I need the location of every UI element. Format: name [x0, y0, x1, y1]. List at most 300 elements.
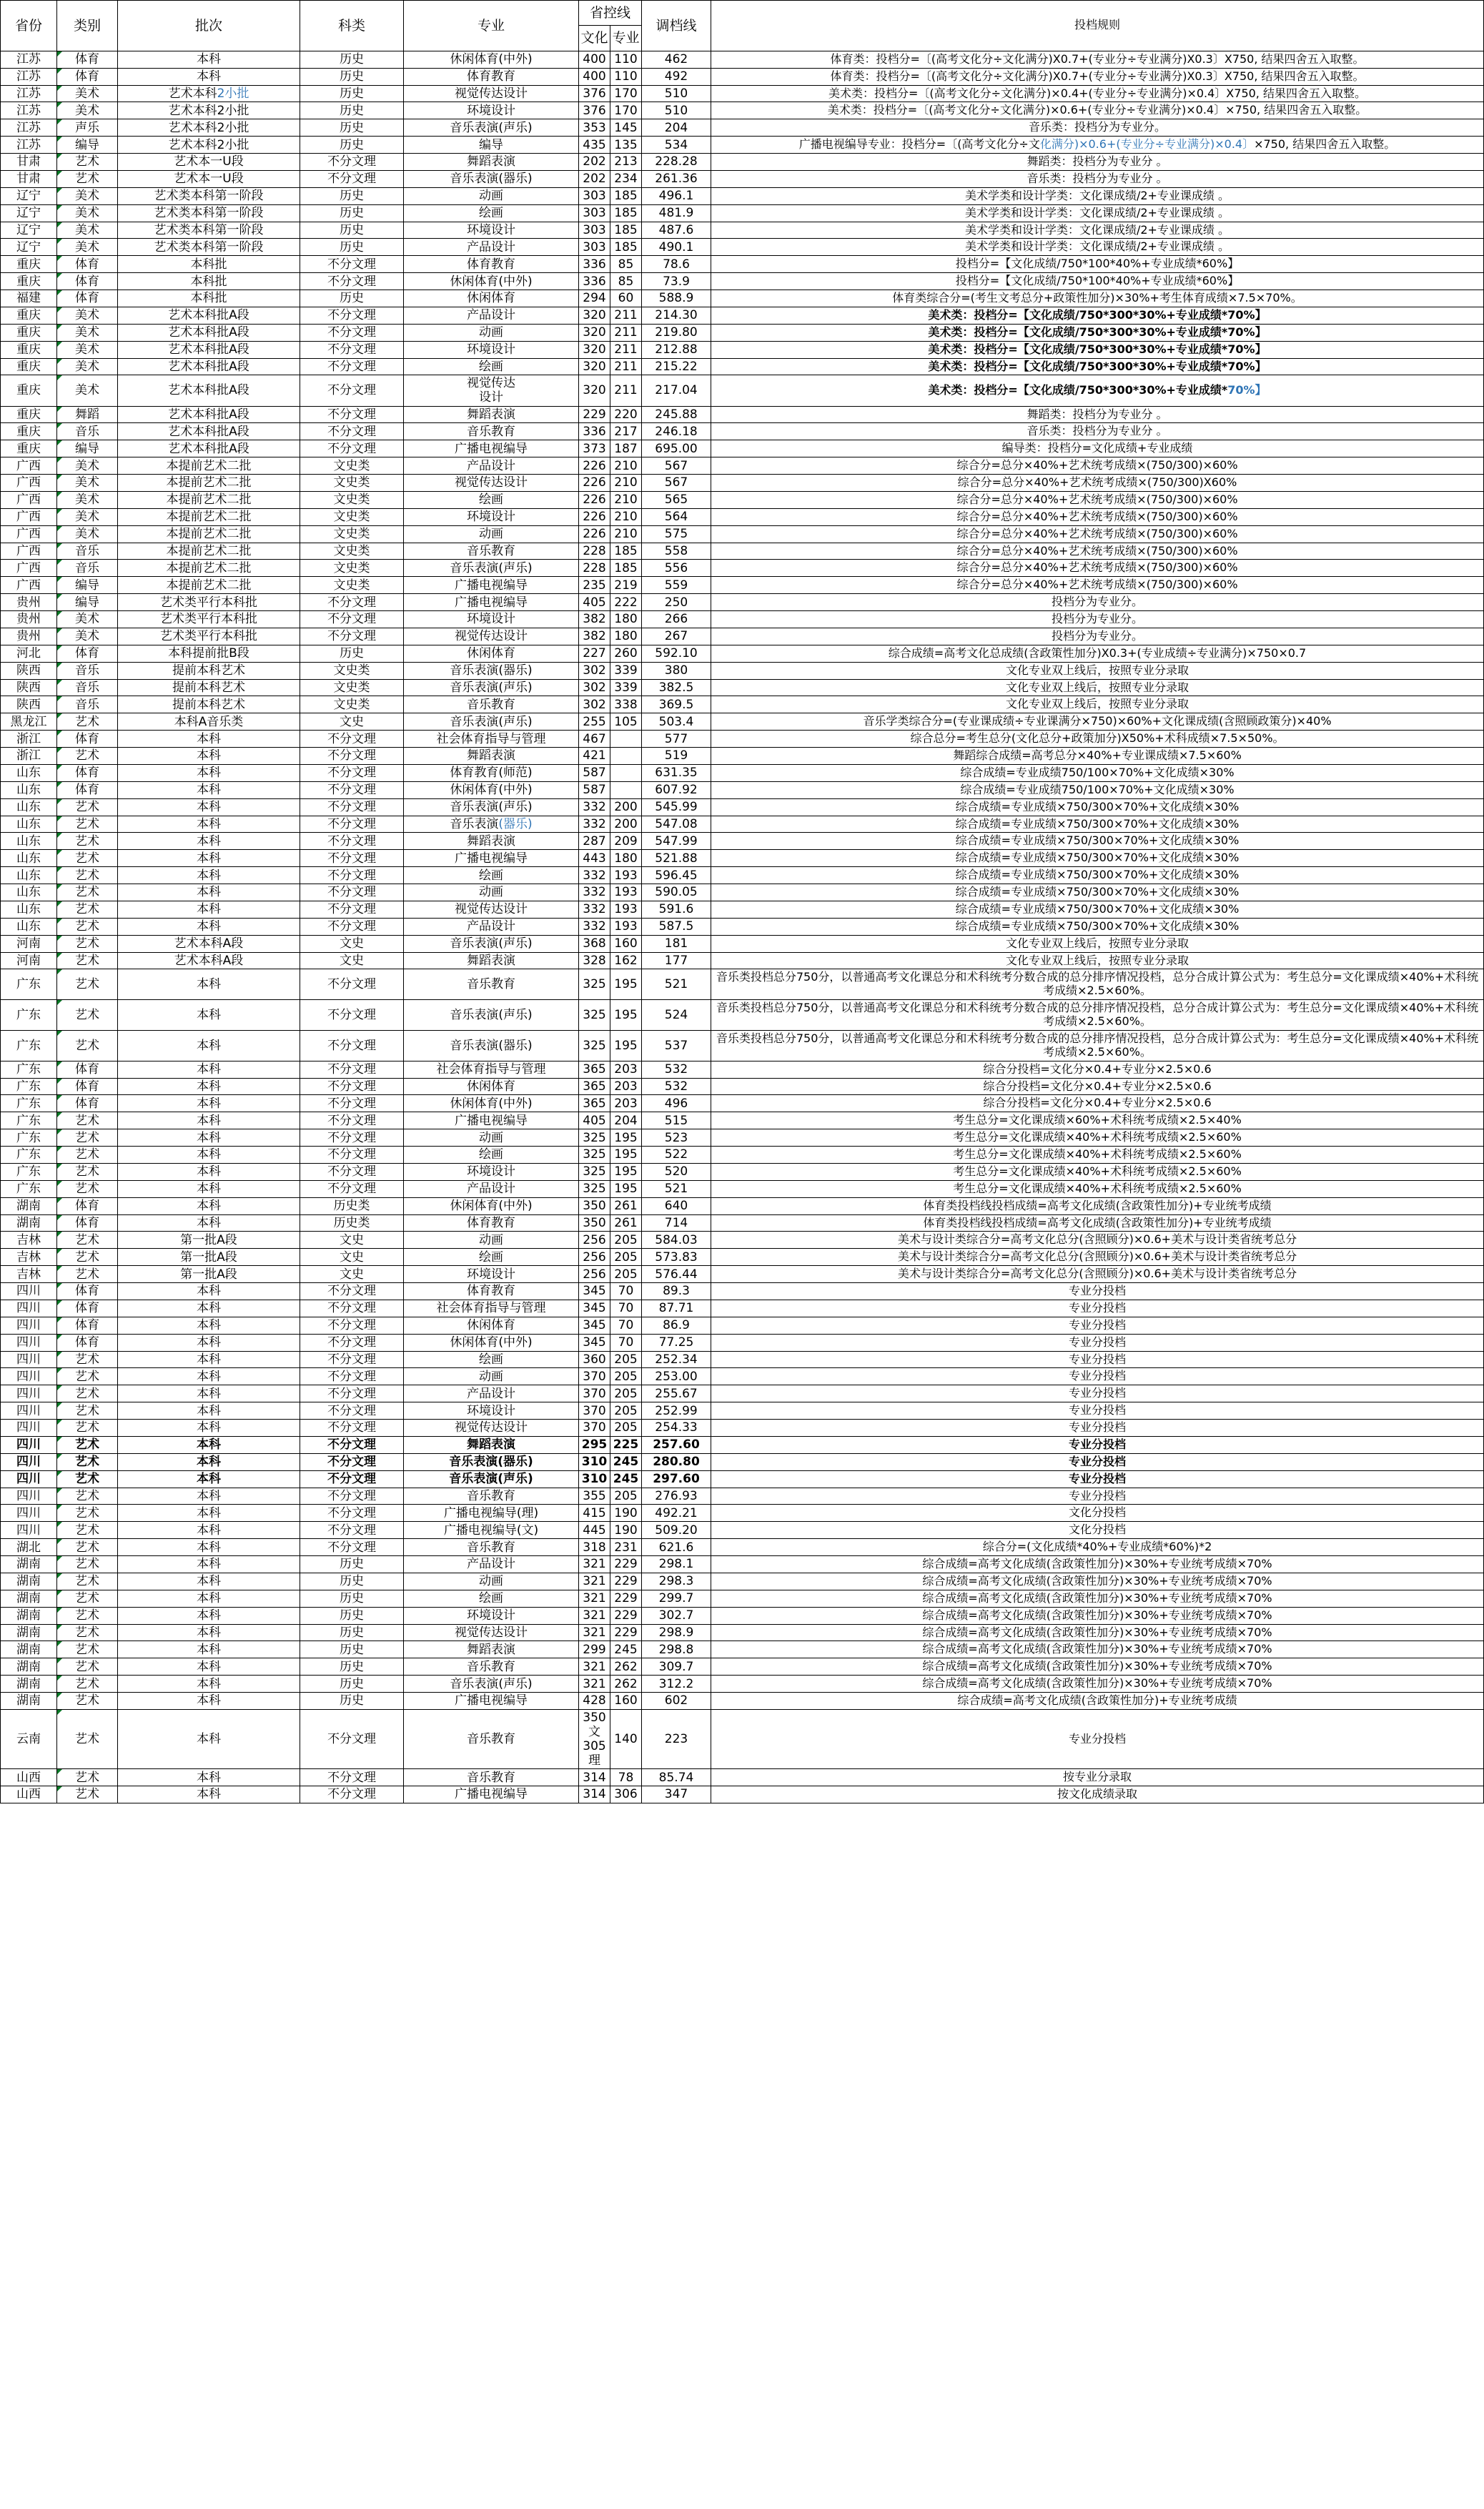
table-row — [1, 713, 1484, 731]
cell-province: 江苏 — [1, 102, 57, 119]
cell-major: 音乐表演(声乐) — [404, 1470, 579, 1488]
cell-category: 编导 — [57, 594, 118, 611]
cell-professional-score: 261 — [610, 1214, 642, 1232]
cell-major: 音乐表演(器乐) — [404, 662, 579, 679]
cell-culture-score: 299 — [579, 1641, 610, 1658]
cell-rule: 专业分投档 — [711, 1300, 1484, 1317]
table-row — [1, 508, 1484, 525]
cell-culture-score: 325 — [579, 1180, 610, 1197]
cell-professional-score: 70 — [610, 1300, 642, 1317]
cell-professional-score — [610, 781, 642, 798]
cell-rule: 综合成绩=高考文化成绩(含政策性加分)×30%+专业统考成绩×70% — [711, 1573, 1484, 1590]
cell-batch: 本科 — [118, 1351, 300, 1368]
cell-major: 舞蹈表演 — [404, 952, 579, 969]
cell-subject: 文史类 — [300, 508, 404, 525]
cell-major: 休闲体育 — [404, 290, 579, 307]
cell-transfer-score: 631.35 — [642, 764, 711, 781]
table-row — [1, 239, 1484, 256]
cell-batch: 本科 — [118, 51, 300, 68]
cell-category: 体育 — [57, 1061, 118, 1078]
cell-batch: 艺术本科批A段 — [118, 324, 300, 341]
comment-marker-icon — [57, 799, 62, 804]
cell-culture-score: 320 — [579, 358, 610, 375]
cell-category: 音乐 — [57, 560, 118, 577]
comment-marker-icon — [57, 1368, 62, 1373]
cell-category: 音乐 — [57, 662, 118, 679]
table-row — [1, 1266, 1484, 1283]
cell-province: 湖南 — [1, 1641, 57, 1658]
cell-professional-score: 160 — [610, 935, 642, 952]
cell-major: 音乐教育 — [404, 1709, 579, 1768]
cell-rule: 综合分投档=文化分×0.4+专业分×2.5×0.6 — [711, 1095, 1484, 1112]
cell-major: 休闲体育 — [404, 645, 579, 662]
cell-culture-score: 350 — [579, 1214, 610, 1232]
cell-major: 视觉传达设计 — [404, 901, 579, 918]
comment-marker-icon — [57, 1147, 62, 1152]
cell-professional-score: 190 — [610, 1505, 642, 1522]
comment-marker-icon — [57, 273, 62, 278]
comment-marker-icon — [57, 1283, 62, 1288]
cell-major: 动画 — [404, 1232, 579, 1249]
cell-province: 福建 — [1, 290, 57, 307]
cell-major: 广播电视编导 — [404, 594, 579, 611]
comment-marker-icon — [57, 696, 62, 701]
cell-professional-score: 205 — [610, 1266, 642, 1283]
cell-rule: 综合成绩=专业成绩×750/300×70%+文化成绩×30% — [711, 798, 1484, 816]
cell-transfer-score: 567 — [642, 475, 711, 492]
table-row — [1, 1129, 1484, 1147]
cell-subject: 不分文理 — [300, 901, 404, 918]
cell-rule: 编导类：投档分=文化成绩+专业成绩 — [711, 440, 1484, 457]
comment-marker-icon — [57, 645, 62, 650]
cell-transfer-score: 481.9 — [642, 204, 711, 222]
cell-subject: 文史 — [300, 1266, 404, 1283]
cell-category: 艺术 — [57, 1693, 118, 1710]
cell-category: 艺术 — [57, 1420, 118, 1437]
col-header-major: 专业 — [404, 1, 579, 51]
cell-transfer-score: 592.10 — [642, 645, 711, 662]
cell-category: 艺术 — [57, 1573, 118, 1590]
comment-marker-icon — [57, 1641, 62, 1646]
cell-subject: 文史类 — [300, 560, 404, 577]
table-row — [1, 1624, 1484, 1641]
table-row — [1, 525, 1484, 543]
cell-rule: 音乐类：投档分为专业分。 — [711, 119, 1484, 137]
cell-province: 辽宁 — [1, 187, 57, 204]
cell-transfer-score: 77.25 — [642, 1334, 711, 1351]
cell-major: 音乐表演(声乐) — [404, 1000, 579, 1031]
table-row — [1, 1061, 1484, 1078]
cell-province: 山东 — [1, 781, 57, 798]
table-row — [1, 731, 1484, 748]
cell-subject: 历史 — [300, 1676, 404, 1693]
cell-province: 重庆 — [1, 375, 57, 406]
comment-marker-icon — [57, 1181, 62, 1186]
cell-batch: 本科 — [118, 1470, 300, 1488]
cell-batch: 本科 — [118, 1095, 300, 1112]
cell-transfer-score: 591.6 — [642, 901, 711, 918]
table-row — [1, 628, 1484, 645]
cell-subject: 不分文理 — [300, 918, 404, 935]
comment-marker-icon — [57, 1522, 62, 1527]
table-row — [1, 679, 1484, 696]
cell-culture-score: 332 — [579, 798, 610, 816]
table-row — [1, 85, 1484, 102]
cell-batch: 本科 — [118, 68, 300, 85]
cell-subject: 历史 — [300, 137, 404, 154]
cell-subject: 不分文理 — [300, 1078, 404, 1095]
cell-province: 江苏 — [1, 68, 57, 85]
comment-marker-icon — [57, 256, 62, 261]
table-row — [1, 1249, 1484, 1266]
cell-major: 音乐表演(声乐) — [404, 798, 579, 816]
cell-professional-score: 205 — [610, 1351, 642, 1368]
cell-subject: 不分文理 — [300, 1436, 404, 1453]
cell-transfer-score: 245.88 — [642, 406, 711, 423]
cell-professional-score: 229 — [610, 1573, 642, 1590]
cell-professional-score: 195 — [610, 1030, 642, 1061]
cell-professional-score — [610, 764, 642, 781]
cell-major: 绘画 — [404, 867, 579, 884]
cell-major: 广播电视编导 — [404, 1112, 579, 1129]
cell-culture-score: 228 — [579, 560, 610, 577]
cell-batch: 本科 — [118, 1658, 300, 1676]
table-row — [1, 1112, 1484, 1129]
cell-professional-score: 210 — [610, 508, 642, 525]
cell-province: 广西 — [1, 560, 57, 577]
cell-culture-score: 467 — [579, 731, 610, 748]
cell-rule: 综合成绩=专业成绩750/100×70%+文化成绩×30% — [711, 764, 1484, 781]
cell-category: 美术 — [57, 508, 118, 525]
cell-culture-score: 400 — [579, 68, 610, 85]
cell-culture-score: 320 — [579, 341, 610, 358]
cell-transfer-score: 532 — [642, 1078, 711, 1095]
cell-transfer-score: 85.74 — [642, 1769, 711, 1786]
cell-professional-score: 70 — [610, 1283, 642, 1300]
cell-culture-score: 226 — [579, 508, 610, 525]
cell-professional-score: 229 — [610, 1556, 642, 1573]
cell-major: 环境设计 — [404, 611, 579, 628]
cell-subject: 历史类 — [300, 1197, 404, 1214]
cell-culture-score: 310 — [579, 1470, 610, 1488]
cell-professional-score: 180 — [610, 628, 642, 645]
cell-rule: 投档分为专业分。 — [711, 594, 1484, 611]
cell-professional-score: 185 — [610, 187, 642, 204]
cell-province: 山东 — [1, 850, 57, 867]
cell-major: 产品设计 — [404, 307, 579, 324]
cell-province: 四川 — [1, 1505, 57, 1522]
comment-marker-icon — [57, 884, 62, 889]
cell-province: 江苏 — [1, 137, 57, 154]
cell-rule: 舞蹈类：投档分为专业分 。 — [711, 154, 1484, 171]
cell-province: 四川 — [1, 1283, 57, 1300]
cell-major: 社会体育指导与管理 — [404, 731, 579, 748]
table-row — [1, 341, 1484, 358]
cell-rule: 美术与设计类综合分=高考文化总分(含照顾分)×0.6+美术与设计类省统考总分 — [711, 1266, 1484, 1283]
cell-batch: 本科 — [118, 1556, 300, 1573]
cell-major: 音乐表演(声乐) — [404, 560, 579, 577]
cell-transfer-score: 567 — [642, 457, 711, 475]
table-row — [1, 1786, 1484, 1803]
table-row — [1, 1505, 1484, 1522]
cell-culture-score: 332 — [579, 816, 610, 833]
cell-rule: 考生总分=文化课成绩×40%+术科统考成绩×2.5×60% — [711, 1129, 1484, 1147]
cell-rule: 专业分投档 — [711, 1385, 1484, 1402]
cell-category: 艺术 — [57, 884, 118, 901]
cell-subject: 不分文理 — [300, 731, 404, 748]
cell-province: 重庆 — [1, 273, 57, 290]
comment-marker-icon — [57, 1232, 62, 1237]
cell-province: 河南 — [1, 935, 57, 952]
cell-province: 湖南 — [1, 1590, 57, 1607]
cell-category: 音乐 — [57, 423, 118, 440]
cell-batch: 艺术本科批A段 — [118, 307, 300, 324]
comment-marker-icon — [57, 765, 62, 770]
table-row — [1, 918, 1484, 935]
cell-subject: 不分文理 — [300, 1368, 404, 1385]
cell-transfer-score: 252.34 — [642, 1351, 711, 1368]
cell-rule: 专业分投档 — [711, 1420, 1484, 1437]
cell-batch: 本科提前批B段 — [118, 645, 300, 662]
comment-marker-icon — [57, 1454, 62, 1459]
cell-category: 艺术 — [57, 154, 118, 171]
cell-province: 云南 — [1, 1709, 57, 1768]
cell-province: 山东 — [1, 918, 57, 935]
cell-province: 重庆 — [1, 358, 57, 375]
cell-subject: 不分文理 — [300, 1488, 404, 1505]
col-header-batch: 批次 — [118, 1, 300, 51]
comment-marker-icon — [57, 1786, 62, 1791]
cell-province: 吉林 — [1, 1232, 57, 1249]
cell-transfer-score: 246.18 — [642, 423, 711, 440]
cell-province: 湖南 — [1, 1607, 57, 1624]
cell-province: 陕西 — [1, 696, 57, 713]
cell-subject: 不分文理 — [300, 833, 404, 850]
cell-culture-score: 332 — [579, 867, 610, 884]
cell-category: 艺术 — [57, 1232, 118, 1249]
cell-major: 广播电视编导(文) — [404, 1522, 579, 1539]
comment-marker-icon — [57, 628, 62, 633]
cell-transfer-score: 280.80 — [642, 1453, 711, 1470]
comment-marker-icon — [57, 953, 62, 958]
cell-rule: 专业分投档 — [711, 1402, 1484, 1420]
cell-batch: 艺术本科批A段 — [118, 423, 300, 440]
comment-marker-icon — [57, 1710, 62, 1715]
cell-rule: 美术学类和设计学类：文化课成绩/2+专业课成绩 。 — [711, 222, 1484, 239]
cell-category: 艺术 — [57, 1624, 118, 1641]
cell-rule: 专业分投档 — [711, 1453, 1484, 1470]
cell-subject: 不分文理 — [300, 307, 404, 324]
cell-transfer-score: 380 — [642, 662, 711, 679]
table-row — [1, 696, 1484, 713]
cell-batch: 本科 — [118, 1769, 300, 1786]
header-row — [1, 1, 1484, 26]
col-header-culture: 文化 — [579, 26, 610, 51]
cell-major: 环境设计 — [404, 1266, 579, 1283]
cell-batch: 本提前艺术二批 — [118, 491, 300, 508]
cell-province: 广西 — [1, 475, 57, 492]
cell-category: 艺术 — [57, 1385, 118, 1402]
cell-subject: 历史 — [300, 187, 404, 204]
comment-marker-icon — [57, 1505, 62, 1510]
cell-category: 艺术 — [57, 1351, 118, 1368]
cell-rule: 文化专业双上线后，按照专业分录取 — [711, 952, 1484, 969]
cell-rule: 专业分投档 — [711, 1283, 1484, 1300]
cell-province: 广西 — [1, 508, 57, 525]
table-row — [1, 543, 1484, 560]
cell-rule: 美术学类和设计学类：文化课成绩/2+专业课成绩 。 — [711, 187, 1484, 204]
cell-category: 编导 — [57, 577, 118, 594]
cell-category: 美术 — [57, 222, 118, 239]
cell-transfer-score: 298.3 — [642, 1573, 711, 1590]
cell-professional-score: 210 — [610, 475, 642, 492]
cell-subject: 不分文理 — [300, 969, 404, 1000]
cell-transfer-score: 254.33 — [642, 1420, 711, 1437]
cell-batch: 本科 — [118, 1693, 300, 1710]
comment-marker-icon — [57, 833, 62, 838]
table-row — [1, 1607, 1484, 1624]
cell-rule: 体育类：投档分=〔(高考文化分÷文化满分)X0.7+(专业分÷专业满分)X0.3〕X750, 结果四舍五入取整。 — [711, 51, 1484, 68]
cell-major: 休闲体育 — [404, 1078, 579, 1095]
table-row — [1, 375, 1484, 406]
table-row — [1, 222, 1484, 239]
cell-batch: 本科 — [118, 1300, 300, 1317]
table-row — [1, 51, 1484, 68]
table-row — [1, 1436, 1484, 1453]
cell-major: 广播电视编导 — [404, 577, 579, 594]
table-row — [1, 1078, 1484, 1095]
cell-major: 音乐表演(声乐) — [404, 713, 579, 731]
cell-professional-score: 213 — [610, 154, 642, 171]
cell-culture-score: 314 — [579, 1786, 610, 1803]
cell-batch: 本科 — [118, 1385, 300, 1402]
cell-culture-score: 303 — [579, 187, 610, 204]
cell-transfer-score: 347 — [642, 1786, 711, 1803]
comment-marker-icon — [57, 307, 62, 312]
table-body — [1, 51, 1484, 1803]
cell-batch: 艺术类平行本科批 — [118, 611, 300, 628]
cell-rule: 综合总分=考生总分(文化总分+政策加分)X50%+术科成绩×7.5×50%。 — [711, 731, 1484, 748]
cell-province: 广西 — [1, 543, 57, 560]
cell-batch: 第一批A段 — [118, 1249, 300, 1266]
cell-province: 湖南 — [1, 1676, 57, 1693]
cell-batch: 艺术本科批A段 — [118, 375, 300, 406]
cell-category: 艺术 — [57, 1539, 118, 1556]
cell-transfer-score: 565 — [642, 491, 711, 508]
cell-major: 休闲体育(中外) — [404, 51, 579, 68]
cell-subject: 不分文理 — [300, 1522, 404, 1539]
cell-culture-score: 336 — [579, 273, 610, 290]
cell-culture-score: 325 — [579, 1147, 610, 1164]
cell-batch: 本科 — [118, 1180, 300, 1197]
cell-major: 体育教育(师范) — [404, 764, 579, 781]
cell-transfer-score: 255.67 — [642, 1385, 711, 1402]
cell-subject: 历史 — [300, 1556, 404, 1573]
table-row — [1, 748, 1484, 765]
cell-culture-score: 587 — [579, 764, 610, 781]
cell-category: 美术 — [57, 628, 118, 645]
cell-province: 广西 — [1, 457, 57, 475]
cell-category: 体育 — [57, 1078, 118, 1095]
cell-category: 艺术 — [57, 969, 118, 1000]
cell-province: 贵州 — [1, 594, 57, 611]
cell-rule: 综合分=总分×40%+艺术统考成绩×(750/300)×60% — [711, 577, 1484, 594]
cell-major: 广播电视编导 — [404, 440, 579, 457]
table-row — [1, 1000, 1484, 1031]
cell-professional-score: 211 — [610, 375, 642, 406]
comment-marker-icon — [57, 1198, 62, 1203]
table-row — [1, 1488, 1484, 1505]
cell-batch: 第一批A段 — [118, 1232, 300, 1249]
cell-rule: 专业分投档 — [711, 1317, 1484, 1334]
cell-subject: 不分文理 — [300, 256, 404, 273]
cell-major: 休闲体育 — [404, 1317, 579, 1334]
cell-province: 湖南 — [1, 1624, 57, 1641]
cell-batch: 本科 — [118, 1061, 300, 1078]
cell-rule: 文化分投档 — [711, 1505, 1484, 1522]
cell-major: 音乐表演(声乐) — [404, 119, 579, 137]
comment-marker-icon — [57, 1437, 62, 1442]
cell-province: 辽宁 — [1, 239, 57, 256]
cell-province: 山东 — [1, 816, 57, 833]
cell-subject: 不分文理 — [300, 798, 404, 816]
cell-transfer-score: 87.71 — [642, 1300, 711, 1317]
cell-rule: 音乐类：投档分为专业分 。 — [711, 170, 1484, 187]
cell-rule: 按专业分录取 — [711, 1769, 1484, 1786]
comment-marker-icon — [57, 1556, 62, 1561]
cell-transfer-score: 577 — [642, 731, 711, 748]
comment-marker-icon — [57, 222, 62, 227]
table-row — [1, 1180, 1484, 1197]
cell-professional-score: 85 — [610, 256, 642, 273]
cell-culture-score: 345 — [579, 1317, 610, 1334]
cell-culture-score: 321 — [579, 1624, 610, 1641]
cell-batch: 本提前艺术二批 — [118, 543, 300, 560]
cell-major: 社会体育指导与管理 — [404, 1061, 579, 1078]
cell-professional-score: 193 — [610, 918, 642, 935]
cell-rule: 美术类：投档分=【文化成绩/750*300*30%+专业成绩*70%】 — [711, 341, 1484, 358]
cell-category: 体育 — [57, 290, 118, 307]
cell-subject: 历史 — [300, 68, 404, 85]
cell-category: 编导 — [57, 440, 118, 457]
table-row — [1, 273, 1484, 290]
cell-subject: 文史类 — [300, 577, 404, 594]
cell-professional-score: 203 — [610, 1061, 642, 1078]
cell-category: 艺术 — [57, 1709, 118, 1768]
cell-province: 山东 — [1, 833, 57, 850]
cell-culture-score: 365 — [579, 1078, 610, 1095]
cell-category: 体育 — [57, 781, 118, 798]
comment-marker-icon — [57, 816, 62, 821]
cell-major: 产品设计 — [404, 918, 579, 935]
comment-marker-icon — [57, 936, 62, 941]
cell-major: 社会体育指导与管理 — [404, 1300, 579, 1317]
cell-subject: 文史类 — [300, 662, 404, 679]
cell-professional-score: 211 — [610, 341, 642, 358]
cell-province: 湖南 — [1, 1693, 57, 1710]
table-row — [1, 1197, 1484, 1214]
cell-batch: 本提前艺术二批 — [118, 577, 300, 594]
cell-major: 绘画 — [404, 491, 579, 508]
cell-culture-score: 202 — [579, 154, 610, 171]
cell-professional-score: 205 — [610, 1420, 642, 1437]
cell-batch: 本提前艺术二批 — [118, 525, 300, 543]
cell-batch: 本科批 — [118, 290, 300, 307]
comment-marker-icon — [57, 1625, 62, 1630]
cell-province: 山东 — [1, 901, 57, 918]
table-row — [1, 1420, 1484, 1437]
cell-major: 休闲体育(中外) — [404, 273, 579, 290]
